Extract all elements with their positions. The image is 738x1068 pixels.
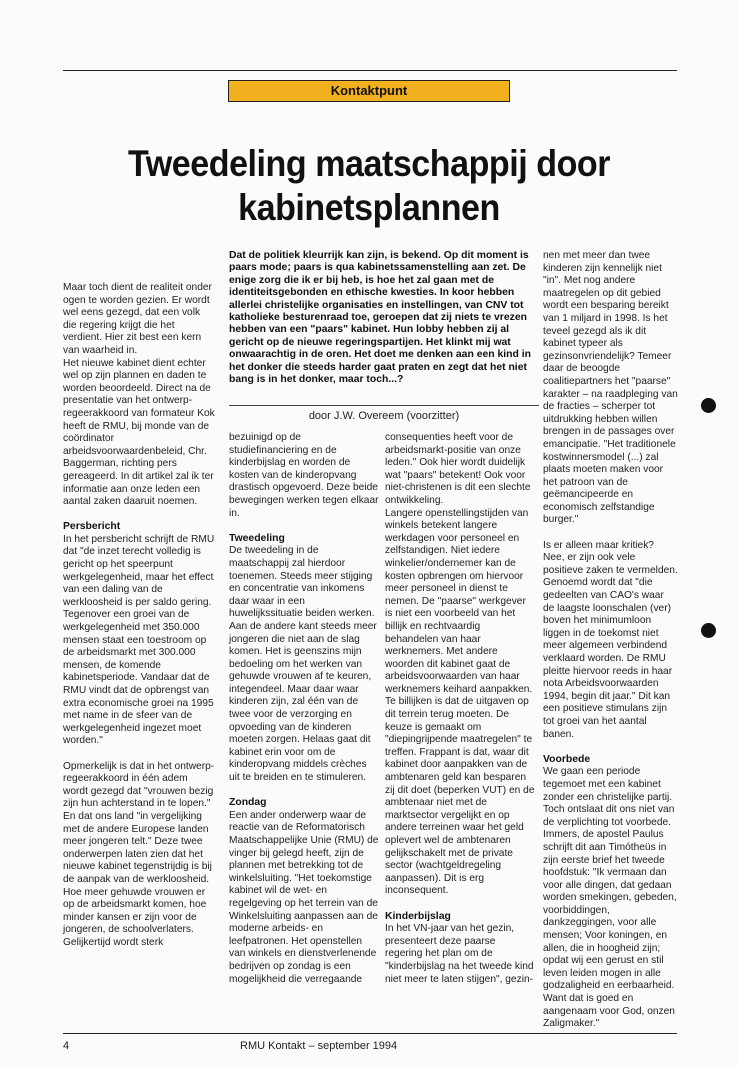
paragraph: Maar toch dient de realiteit onder ogen te worden gezien. Er wordt wel eens gezegd, dat een volk die regering krijgt die het verdient. Hier zit best een kern van waarheid in. [63,282,212,356]
paragraph: Is er alleen maar kritiek? Nee, er zijn ook vele positieve zaken te vermelden. Genoemd wordt dat "die gedeelten van CAO's waar de laagste loonschalen (ver) boven het minimumloon liggen in de toekomst niet meer algemeen verbindend verklaard worden. De RMU pleitte hiervoor reeds in haar nota Arbeidsvoorwaarden 1994, begin dit jaar." Dit kan een positieve stimulans zijn tot groei van het aantal banen. [543,539,678,740]
paragraph: Het nieuwe kabinet dient echter wel op zijn plannen en daden te worden beoordeeld. Direct na de presentatie van het ontwerp-regeerakkoord van formateur Kok heeft de RMU, bij monde van de coördinator arbeidsvoorwaardenbeleid, Chr. Baggerman, richting pers gereageerd. In dit artikel zal ik ter informatie aan onze leden een aantal zaken daaruit noemen. [63,357,215,508]
column-2 [229,432,379,986]
paragraph: We gaan een periode tegemoet met een kabinet zonder een christelijke partij. Toch ontslaat dit ons niet van de verplichting tot voorbede. Immers, de apostel Paulus schrijft dit aan Timótheüs in zijn eerste brief het tweede hoofdstuk: "Ik vermaan dan voor alle dingen, dat gedaan worden smekingen, gebeden, voorbiddingen, dankzeggingen, voor alle mensen; Voor koningen, en allen, die in hoogheid zijn; opdat wij een gerust en stil leven leiden mogen in alle godzaligheid en eerbaarheid. Want dat is goed en aangenaam voor God, onzen Zaligmaker." [543,766,677,1030]
paragraph: In het VN-jaar van het gezin, presenteert deze paarse regering het plan om de "kinderbijslag na het tweede kind niet meer te laten stijgen", gezin- [385,923,534,985]
spacer [63,509,215,522]
paragraph: Langere openstellingstijden van winkels betekent langere werkdagen voor personeel en zelfstandigen. Niet iedere winkelier/ondernemer kan de kosten opbrengen om hiervoor meer personeel in dienst te nemen. De "paarse" werkgever is niet een voorbeeld van het billijk en rechtvaardig behandelen van haar werknemers. Met andere woorden dit kabinet gaat de arbeidsvoorwaarden van haar werknemers keihard aanpakken. Te billijken is dat de uitgaven op dit terrein terug moeten. De keuze is gemaakt om "diepingrijpende maatregelen" te treffen. Frappant is dat, waar dit kabinet door aanpakken van de ambtenaren geld kan besparen zij dit doet (beperken VUT) en de ambtenaar niet met de marktsector vergelijkt en op andere terreinen waar het geld oplevert wel de ambtenaren gelijkschakelt met de private sector (wachtgeldregeling aanpassen). Dit is erg inconsequent. [385,507,535,897]
article-title: Tweedeling maatschappij door kabinetsplannen [127,143,611,228]
publication-footer: RMU Kontakt – september 1994 [240,1040,398,1052]
spacer [63,748,215,761]
subheading-tweedeling: Tweedeling [229,532,285,544]
section-label: Kontaktpunt [228,80,510,102]
spacer [229,785,379,798]
subheading-voorbede: Voorbede [543,753,591,765]
spacer [543,741,678,754]
page-number: 4 [63,1040,70,1052]
paragraph: In het persbericht schrijft de RMU dat "de inzet terecht volledig is gericht op het speerpunt werkgelegenheid, maar het effect van een daling van de werkloosheid is per saldo gering. Tegenover een groei van de werkgelegenheid met 350.000 mensen staat een toestroom op de arbeidsmarkt met 300.000 mensen, de komende kabinetsperiode. Vandaar dat de RMU vindt dat de opbrengst van extra economische groei na 1995 met name in de sfeer van de werkgelegenheid ingezet moet worden." [63,533,215,747]
punch-hole [701,623,716,638]
subheading-kinderbijslag: Kinderbijslag [385,910,451,922]
article-lead: Dat de politiek kleurrijk kan zijn, is bekend. Op dit moment is paars mode; paars is qua kabinetssamenstelling aan zet. De enige zorg die ik er bij heb, is hoe het zal gaan met de identiteitsgebonden en ethische kwesties. In koor hebben allerlei christelijke organisaties en instellingen, van CNV tot katholieke besturenraad toe, geroepen dat zij niets te vrezen hebben van een "paars" kabinet. Hun lobby hebben zij al gericht op de nieuwe regeringspartijen. Het klinkt mij wat onwaarachtig in de oren. Het doet me denken aan een kind in het donker die steeds harder gaat praten en zegt dat het niet bang is in het donker, maar toch...? [229,250,531,386]
spacer [385,898,535,911]
column-3 [385,432,535,986]
subheading-zondag: Zondag [229,797,267,809]
top-rule [63,70,677,71]
paragraph: Een ander onderwerp waar de reactie van de Reformatorisch Maatschappelijke Unie (RMU) de vinger bij gelegd heeft, zijn de plannen met betrekking tot de winkelsluiting. "Het toekomstige kabinet wil de wet- en regelgeving op het terrein van de Winkelsluiting aanpassen aan de moderne arbeids- en leefpatronen. Het openstellen van winkels en dienstverlenende bedrijven op zondag is een mogelijkheid die verregaande [229,809,379,985]
spacer [229,520,379,533]
paragraph: Opmerkelijk is dat in het ontwerp-regeerakkoord in één adem wordt gezegd dat "vrouwen bezig zijn hun achterstand in te lopen." En dat ons land "in vergelijking met de andere Europese landen meer jongeren telt." Deze twee onderwerpen laten zien dat het nieuwe kabinet tegenstrijdig is bij de aanpak van de werkloosheid. Hoe meer gehuwde vrouwen er op de arbeidsmarkt komen, hoe minder kansen er zijn voor de jongeren, de schoolverlaters. Gelijkertijd wordt sterk [63,760,215,948]
column-1 [63,282,215,949]
paragraph: nen met meer dan twee kinderen zijn kennelijk niet "in". Met nog andere maatregelen op dit gebied wordt een besparing bereikt van 1 miljard in 1998. Is het teveel gezegd als ik dit kabinet typeer als gezinsonvriendelijk? Temeer daar de beoogde coalitiepartners het "paarse" karakter – na raadpleging van de fracties – scherper tot uitdrukking hebben willen brengen in de passages over emancipatie. "Het traditionele kostwinnersmodel (...) zal plaats moeten maken voor het patroon van de geëmancipeerde en economisch zelfstandige burger." [543,250,678,526]
spacer [543,527,678,540]
subheading-persbericht: Persbericht [63,521,121,533]
paragraph: De tweedeling in de maatschappij zal hierdoor toenemen. Steeds meer stijging en concentratie van inkomens daar waar in een huwelijkssituatie beiden werken. Aan de andere kant steeds meer jongeren die niet aan de slag komen. Het is geenszins mijn bedoeling om het werken van gehuwde vrouwen af te keuren, integendeel. Maar daar waar kinderen zijn, zal één van de twee voor de verzorging en opvoeding van de kinderen moeten zorgen. Helaas gaat dit kabinet erin voor om de kinderopvang middels crèches uit te breiden en te stimuleren. [229,545,377,784]
bottom-rule [63,1033,677,1034]
column-4 [543,250,678,1031]
byline: door J.W. Overeem (voorzitter) [229,405,539,423]
punch-hole [701,398,716,413]
paragraph: consequenties heeft voor de arbeidsmarkt-positie van onze leden." Ook hier wordt duidelijk wat "paars" betekent! Ook voor niet-christenen is dit een slechte ontwikkeling. [385,432,531,506]
paragraph: bezuinigd op de studiefinanciering en de kinderbijslag en worden de kosten van de kinderopvang drastisch opgevoerd. Deze beide bewegingen werken tegen elkaar in. [229,432,379,519]
